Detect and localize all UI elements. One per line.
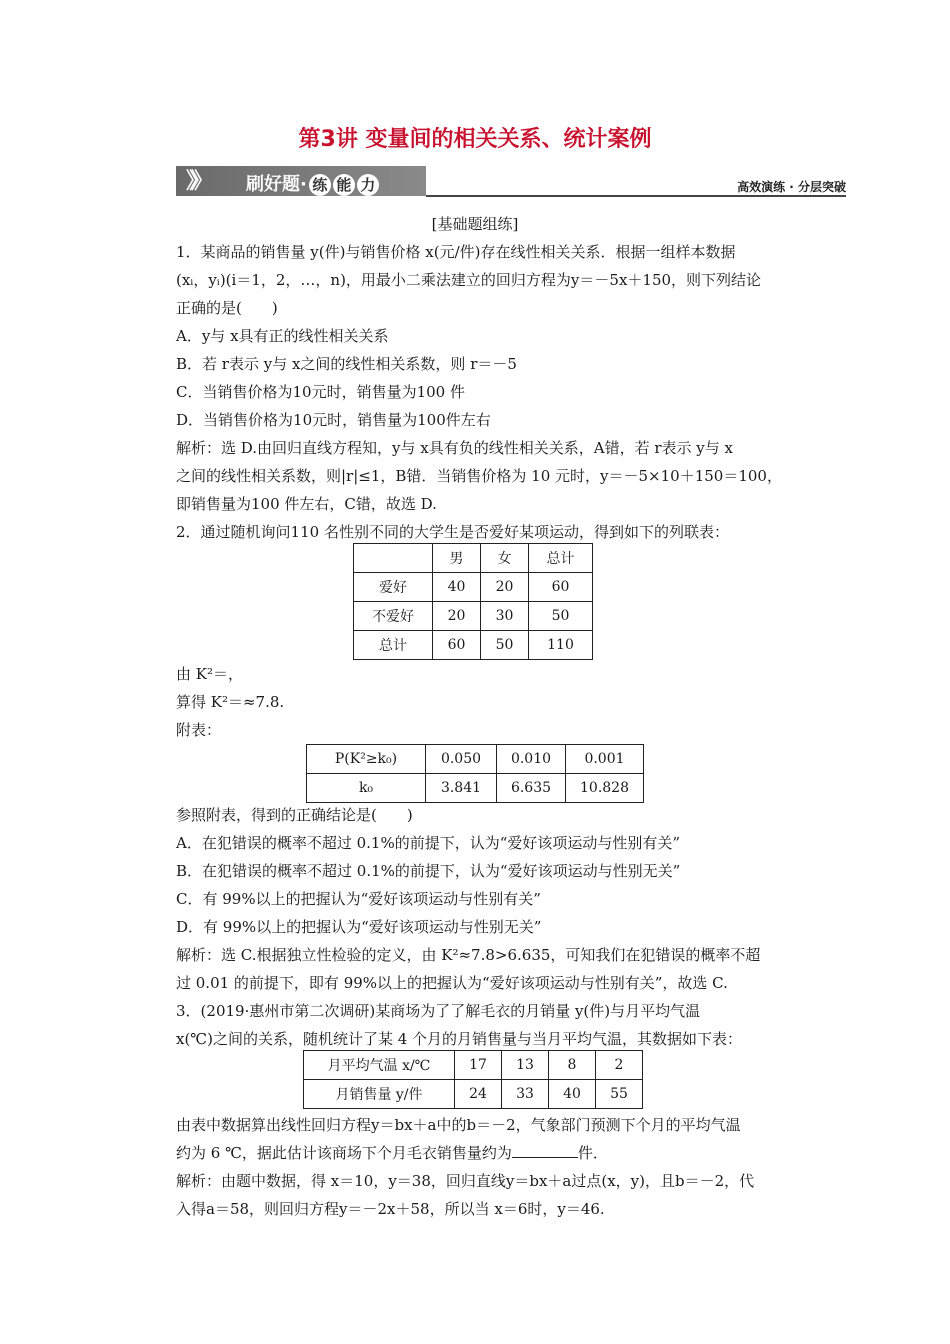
temperature-sales-table [303, 1050, 643, 1109]
table-cell: 0.050 [426, 745, 497, 774]
table-cell: 爱好 [354, 573, 433, 602]
answer-blank [512, 1145, 578, 1158]
q1-line-3: 正确的是( ) [176, 299, 278, 317]
table-cell: 男 [433, 544, 481, 573]
table-row [307, 745, 644, 774]
table-row [354, 631, 593, 660]
banner-highlight-1: 练 [309, 174, 331, 196]
q1-solution-2: 之间的线性相关系数，则|r|≤1，B错．当销售价格为 10 元时，y＝－5×10＋150＝100， [176, 467, 782, 485]
table-row [354, 573, 593, 602]
banner-highlight-3: 力 [357, 174, 379, 196]
page-title: 第3讲 变量间的相关关系、统计案例 [298, 127, 652, 152]
q2-formula-1: 由 K²＝， [176, 665, 243, 683]
table-cell: 月销售量 y/件 [304, 1080, 455, 1109]
chevron-right-icon: 》》 [186, 168, 208, 194]
q2-option-d: D．有 99%以上的把握认为“爱好该项运动与性别无关” [176, 918, 542, 936]
critical-value-table [306, 744, 644, 803]
q3-line-1: 3．(2019·惠州市第二次调研)某商场为了了解毛衣的月销量 y(件)与月平均气温 [176, 1002, 701, 1020]
q2-formula-2: 算得 K²＝≈7.8. [176, 693, 285, 711]
q1-option-d: D．当销售价格为10元时，销售量为100件左右 [176, 411, 491, 429]
table-cell: 40 [433, 573, 481, 602]
table-cell: 不爱好 [354, 602, 433, 631]
table-cell: 50 [481, 631, 529, 660]
table-cell: 30 [481, 602, 529, 631]
table-cell: k₀ [307, 774, 426, 803]
table-cell: 17 [455, 1051, 502, 1080]
q1-solution-3: 即销售量为100 件左右，C错，故选 D. [176, 495, 437, 513]
table-cell: 8 [549, 1051, 596, 1080]
q2-option-b: B．在犯错误的概率不超过 0.1%的前提下，认为“爱好该项运动与性别无关” [176, 862, 681, 880]
table-cell: 总计 [354, 631, 433, 660]
banner-prefix: 刷好题· [246, 174, 307, 195]
q1-option-b: B．若 r表示 y与 x之间的线性相关系数，则 r＝－5 [176, 355, 517, 373]
q2-option-c: C．有 99%以上的把握认为“爱好该项运动与性别有关” [176, 890, 541, 908]
table-cell: 24 [455, 1080, 502, 1109]
table-cell: 13 [502, 1051, 549, 1080]
table-cell: 20 [433, 602, 481, 631]
section-banner [176, 166, 426, 196]
table-cell: 3.841 [426, 774, 497, 803]
q3-solution-1: 解析：由题中数据，得 x＝10，y＝38，回归直线y＝bx＋a过点(x，y)，且b＝－2，代 [176, 1172, 755, 1190]
table-row [354, 544, 593, 573]
table-row [307, 774, 644, 803]
table-cell: 10.828 [566, 774, 644, 803]
q1-line-1: 1．某商品的销售量 y(件)与销售价格 x(元/件)存在线性相关关系．根据一组样本数据 [176, 243, 736, 261]
contingency-table [353, 543, 593, 660]
banner-subtitle: 高效演练 · 分层突破 [737, 180, 846, 194]
table-cell: 20 [481, 573, 529, 602]
q2-solution-1: 解析：选 C.根据独立性检验的定义，由 K²≈7.8>6.635，可知我们在犯错误的概率不超 [176, 946, 761, 964]
q3-solution-2: 入得a＝58，则回归方程y＝－2x＋58，所以当 x＝6时，y＝46. [176, 1200, 605, 1218]
banner-label [246, 170, 379, 196]
table-cell: 月平均气温 x/℃ [304, 1051, 455, 1080]
table-cell: 总计 [529, 544, 593, 573]
q2-line-2: 参照附表，得到的正确结论是( ) [176, 806, 413, 824]
table-cell: 0.010 [497, 745, 566, 774]
table-cell: 60 [529, 573, 593, 602]
table-cell [354, 544, 433, 573]
table-cell: P(K²≥k₀) [307, 745, 426, 774]
q1-option-c: C．当销售价格为10元时，销售量为100 件 [176, 383, 465, 401]
q1-solution-1: 解析：选 D.由回归直线方程知，y与 x具有负的线性相关关系，A错，若 r表示 y与 x [176, 439, 733, 457]
q3-line-4 [176, 1142, 608, 1163]
q2-line-1: 2．通过随机询问110 名性别不同的大学生是否爱好某项运动，得到如下的列联表： [176, 523, 729, 541]
q3-line-4-unit: 件． [577, 1144, 608, 1162]
section-heading: [基础题组练] [431, 215, 519, 233]
q2-appendix-label: 附表： [176, 721, 222, 739]
table-cell: 33 [502, 1080, 549, 1109]
table-cell: 55 [596, 1080, 643, 1109]
table-cell: 6.635 [497, 774, 566, 803]
table-cell: 60 [433, 631, 481, 660]
table-row [304, 1080, 643, 1109]
table-row [304, 1051, 643, 1080]
table-cell: 女 [481, 544, 529, 573]
q1-option-a: A．y与 x具有正的线性相关关系 [176, 327, 389, 345]
table-cell: 0.001 [566, 745, 644, 774]
q3-line-4-text: 约为 6 ℃，据此估计该商场下个月毛衣销售量约为 [176, 1144, 512, 1162]
q2-solution-2: 过 0.01 的前提下，即有 99%以上的把握认为“爱好该项运动与性别有关”，故选 C. [176, 974, 728, 992]
q2-option-a: A．在犯错误的概率不超过 0.1%的前提下，认为“爱好该项运动与性别有关” [176, 834, 681, 852]
q3-line-2: x(℃)之间的关系，随机统计了某 4 个月的月销售量与当月平均气温，其数据如下表： [176, 1030, 743, 1048]
table-cell: 2 [596, 1051, 643, 1080]
table-cell: 50 [529, 602, 593, 631]
banner-divider [426, 195, 846, 197]
banner-highlight-2: 能 [333, 174, 355, 196]
q3-line-3: 由表中数据算出线性回归方程y＝bx＋a中的b＝－2，气象部门预测下个月的平均气温 [176, 1116, 741, 1134]
table-cell: 110 [529, 631, 593, 660]
q1-line-2: (xᵢ，yᵢ)(i＝1，2，…，n)，用最小二乘法建立的回归方程为y＝－5x＋150，则下列结论 [176, 271, 762, 289]
table-cell: 40 [549, 1080, 596, 1109]
table-row [354, 602, 593, 631]
